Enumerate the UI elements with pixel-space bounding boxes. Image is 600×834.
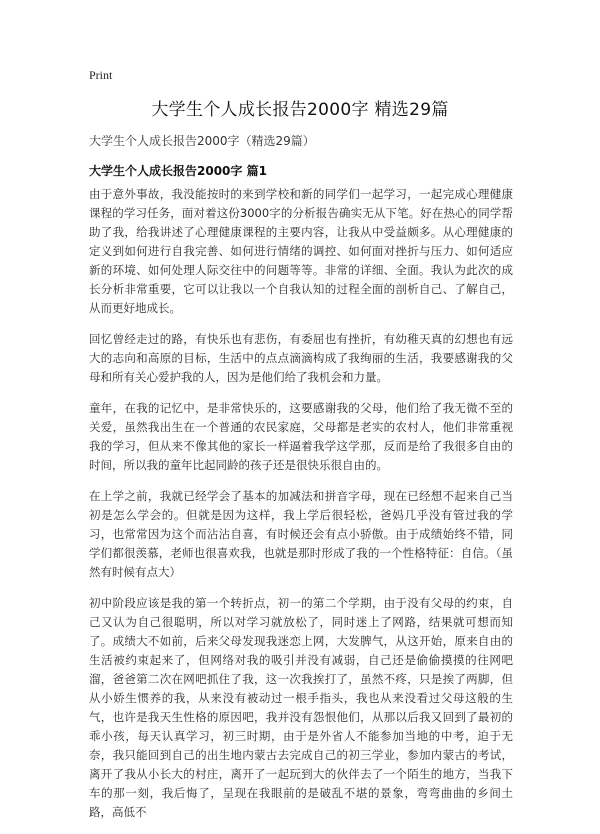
paragraph: 回忆曾经走过的路，有快乐也有悲伤，有委屈也有挫折，有幼稚天真的幻想也有远大的志向和高原的目标，生活中的点点滴滴构成了我绚丽的生活，我要感谢我的父母和所有关心爱护我的人，因为是他们给了我机会和力量。 — [89, 332, 513, 384]
article-body — [89, 185, 513, 834]
paragraph: 由于意外事故，我没能按时的来到学校和新的同学们一起学习，一起完成心理健康课程的学习任务，面对着这份3000字的分析报告确实无从下笔。好在热心的同学帮助了我，给我讲述了心理健康课程的主要内容，让我从中受益颇多。从心理健康的定义到如何进行自我完善、如何进行情绪的调控、如何面对挫折与压力、如何适应新的环境、如何处理人际交往中的问题等等。非常的详细、全面。我认为此次的成长分析非常重要，它可以让我以一个自我认知的过程全面的剖析自己、了解自己，从而更好地成长。 — [89, 187, 513, 315]
print-link[interactable]: Print — [89, 68, 113, 82]
page-title: 大学生个人成长报告2000字 精选29篇 — [151, 100, 449, 120]
document-subtitle: 大学生个人成长报告2000字（精选29篇） — [89, 134, 315, 148]
paragraph: 初中阶段应该是我的第一个转折点，初一的第二个学期，由于没有父母的约束，自己又认为自己很聪明，所以对学习就放松了，同时迷上了网路，结果就可想而知了。成绩大不如前，后来父母发现我迷恋上网，大发脾气，从这开始，原来自由的生活被约束起来了，但网络对我的吸引并没有减弱，自己还是偷偷摸摸的往网吧溜，爸爸第二次在网吧抓住了我，这一次我挨打了，虽然不疼，只是挨了两脚，但从小娇生惯养的我，从来没有被动过一根手指头，我也从来没看过父母这般的生气，也许是我天生性格的原因吧，我并没有怨恨他们，从那以后我又回到了最初的乖小孩，每天认真学习，初三时期，由于是外省人不能参加当地的中考，迫于无奈，我只能回到自己的出生地内蒙古去完成自己的初三学业，参加内蒙古的考试，离开了我从小长大的村庄，离开了一起玩到大的伙伴去了一个陌生的地方，当我下车的那一刻，我后悔了，呈现在我眼前的是破乱不堪的景象，弯弯曲曲的乡间土路，高低不 — [89, 596, 513, 819]
paragraph: 童年，在我的记忆中，是非常快乐的，这要感谢我的父母，他们给了我无微不至的关爱，虽然我出生在一个普通的农民家庭，父母都是老实的农村人，他们非常重视我的学习，但从来不像其他的家长一样逼着我学这学那，反而是给了我很多自由的时间，所以我的童年比起同龄的孩子还是很快乐很自由的。 — [89, 401, 513, 472]
paragraph: 在上学之前，我就已经学会了基本的加减法和拼音字母，现在已经想不起来自己当初是怎么学会的。但就是因为这样，我上学后很轻松，爸妈几乎没有管过我的学习，也常常因为这个而沾沾自喜，有时候还会有点小骄傲。由于成绩始终不错，同学们都很羡慕，老师也很喜欢我，也就是那时形成了我的一个性格特征：自信。（虽然有时候有点大） — [89, 489, 513, 579]
section-heading: 大学生个人成长报告2000字 篇1 — [89, 164, 267, 178]
